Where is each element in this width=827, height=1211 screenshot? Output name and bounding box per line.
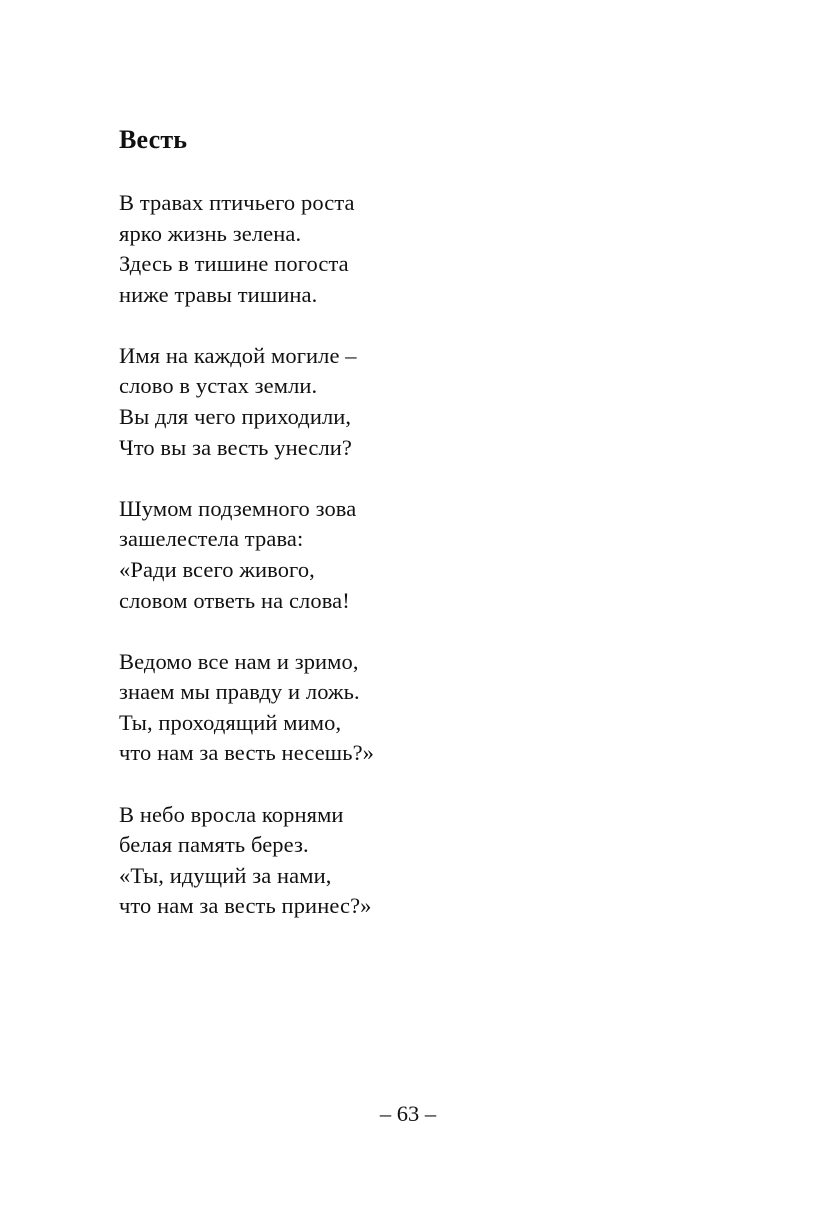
stanza-3 [119,494,719,616]
poem-line: белая память берез. [119,832,309,858]
poem-line: что нам за весть принес?» [119,893,372,919]
poem-line: зашелестела трава: [119,526,304,552]
poem-line: ниже травы тишина. [119,281,318,307]
poem-line: слово в устах земли. [119,373,318,399]
poem-line: В небо вросла корнями [119,801,344,827]
poem-line: что нам за весть несешь?» [119,740,375,766]
poem-line: В травах птичьего роста [119,190,355,215]
poem-title: Весть [119,125,188,154]
poem-line: «Ты, идущий за нами, [119,862,332,888]
poem-body [119,188,719,952]
stanza-1 [119,188,719,310]
stanza-2 [119,341,719,463]
poem-line: Имя на каждой могиле – [119,342,357,368]
poem-line: знаем мы правду и ложь. [119,679,360,705]
poem-line: Ты, проходящий мимо, [119,709,342,735]
stanza-4 [119,647,719,769]
page-number: – 63 – [379,1101,437,1126]
poem-line: Вы для чего приходили, [119,404,352,430]
poem-line: Ведомо все нам и зримо, [119,648,359,674]
stanza-5 [119,800,719,922]
poem-line: «Ради всего живого, [119,556,315,582]
poem-line: ярко жизнь зелена. [119,220,302,246]
poem-line: Здесь в тишине погоста [119,251,349,277]
poem-line: Что вы за весть унесли? [119,434,353,460]
poem-line: Шумом подземного зова [119,495,357,521]
poem-line: словом ответь на слова! [119,587,350,613]
